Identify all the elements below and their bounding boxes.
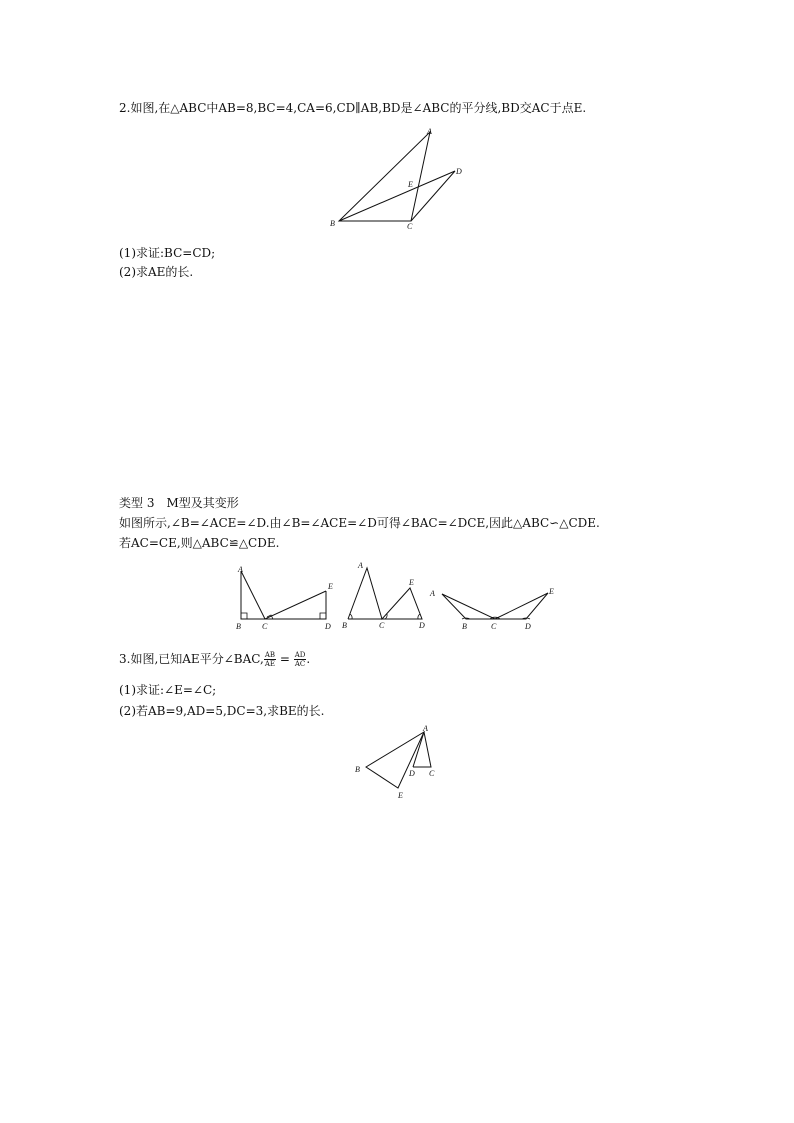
- fig2-label-d: D: [419, 621, 425, 630]
- problem-2-figure: [326, 126, 468, 232]
- fig2-label-a: A: [358, 561, 363, 570]
- m-figure-acute-angle: [342, 561, 425, 630]
- equals-sign: =: [279, 652, 290, 666]
- m-shape-figures: [230, 558, 570, 633]
- section-3-description-2: 若AC=CE,则△ABC≌△CDE.: [119, 536, 280, 550]
- label-a: A: [423, 724, 428, 733]
- fraction-ad-ac: [294, 651, 307, 668]
- fig1-label-a: A: [238, 565, 243, 574]
- fig1-label-c: C: [262, 622, 268, 631]
- problem-3-figure: [350, 722, 444, 802]
- fig1-label-d: D: [325, 622, 331, 631]
- fig2-label-e: E: [409, 578, 414, 587]
- label-d: D: [409, 769, 415, 778]
- fig1-label-b: B: [236, 622, 241, 631]
- problem-3-question-1: (1)求证:∠E=∠C;: [119, 683, 217, 697]
- label-b: B: [355, 765, 360, 774]
- problem-2-question-1: (1)求证:BC=CD;: [119, 246, 216, 260]
- fraction-ab-ae: [264, 651, 276, 668]
- problem-3-statement: [119, 651, 310, 668]
- fig3-label-e: E: [549, 587, 554, 596]
- label-a: A: [427, 127, 432, 136]
- label-e: E: [408, 180, 413, 189]
- fig3-label-a: A: [430, 589, 435, 598]
- problem-2-question-2: (2)求AE的长.: [119, 265, 194, 279]
- problem-3-prefix: 3.如图,已知AE平分∠BAC,: [119, 652, 264, 666]
- m-figure-obtuse-angle: [429, 587, 554, 631]
- problem-2-statement: 2.如图,在△ABC中AB=8,BC=4,CA=6,CD∥AB,BD是∠ABC的平分线,BD交AC于点E.: [119, 101, 587, 115]
- fig2-label-c: C: [379, 621, 385, 630]
- m-figure-right-angle: [236, 565, 333, 631]
- fraction-ad-numerator: AD: [294, 651, 306, 659]
- fraction-ab-numerator: AB: [264, 651, 276, 659]
- fig2-label-b: B: [342, 621, 347, 630]
- label-d: D: [456, 167, 462, 176]
- fraction-ac-denominator: AC: [294, 660, 306, 668]
- label-c: C: [407, 222, 413, 231]
- fig3-label-d: D: [525, 622, 531, 631]
- fig1-label-e: E: [328, 582, 333, 591]
- fraction-ae-denominator: AE: [264, 660, 275, 668]
- label-e: E: [398, 791, 403, 800]
- label-b: B: [330, 219, 335, 228]
- fig3-label-c: C: [491, 622, 497, 631]
- problem-3-question-2: (2)若AB=9,AD=5,DC=3,求BE的长.: [119, 704, 325, 718]
- section-3-title: 类型 3 M型及其变形: [119, 496, 239, 510]
- triangle-abc: [339, 132, 430, 221]
- section-3-description-1: 如图所示,∠B=∠ACE=∠D.由∠B=∠ACE=∠D可得∠BAC=∠DCE,因此△ABC∽△CDE.: [119, 516, 600, 530]
- label-c: C: [429, 769, 435, 778]
- problem-3-suffix: .: [306, 652, 311, 666]
- segment-bd-cd: [339, 171, 455, 221]
- fig3-label-b: B: [462, 622, 467, 631]
